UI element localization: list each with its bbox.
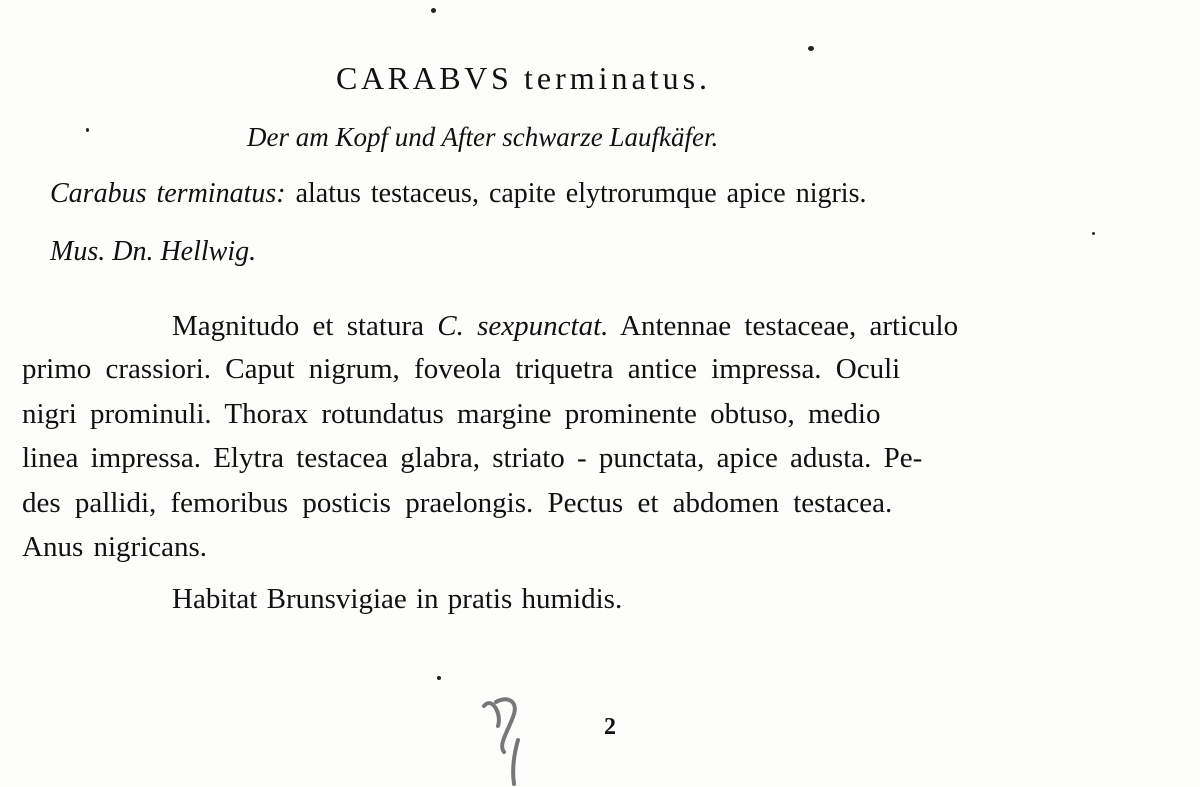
page-number: 2 [604, 714, 616, 740]
ink-speck [808, 46, 814, 51]
diagnosis-line [50, 180, 866, 208]
ink-speck [86, 128, 89, 132]
museum-reference: Mus. Dn. Hellwig. [50, 236, 257, 267]
ink-speck [1092, 232, 1095, 235]
description-line-1 [172, 312, 958, 341]
description-line-4: linea impressa. Elytra testacea glabra, striato - punctata, apice adusta. Pe- [22, 442, 923, 474]
habitat-line: Habitat Brunsvigiae in pratis humidis. [172, 583, 623, 615]
description-line-5: des pallidi, femoribus posticis praelongis. Pectus et abdomen testacea. [22, 487, 893, 519]
description-line-3: nigri prominuli. Thorax rotundatus margine prominente obtuso, medio [22, 398, 881, 430]
pencil-mark-icon [478, 692, 548, 787]
species-reference: C. sexpunctat. [437, 310, 609, 342]
ink-speck [431, 8, 436, 13]
title-species: terminatus. [523, 60, 712, 96]
title-genus: CARABVS [336, 60, 513, 96]
ink-speck [437, 676, 441, 680]
description-line-1-start: Magnitudo et statura [172, 310, 438, 342]
page-subtitle: Der am Kopf und After schwarze Laufkäfer. [247, 122, 719, 152]
description-line-1-end: Antennae testaceae, articulo [608, 310, 959, 342]
diagnosis-name: Carabus terminatus: [50, 178, 286, 209]
description-line-2: primo crassiori. Caput nigrum, foveola triquetra antice impressa. Oculi [22, 353, 901, 385]
description-line-6: Anus nigricans. [22, 531, 208, 563]
page-title [336, 62, 711, 94]
diagnosis-text: alatus testaceus, capite elytrorumque apice nigris. [295, 178, 867, 209]
